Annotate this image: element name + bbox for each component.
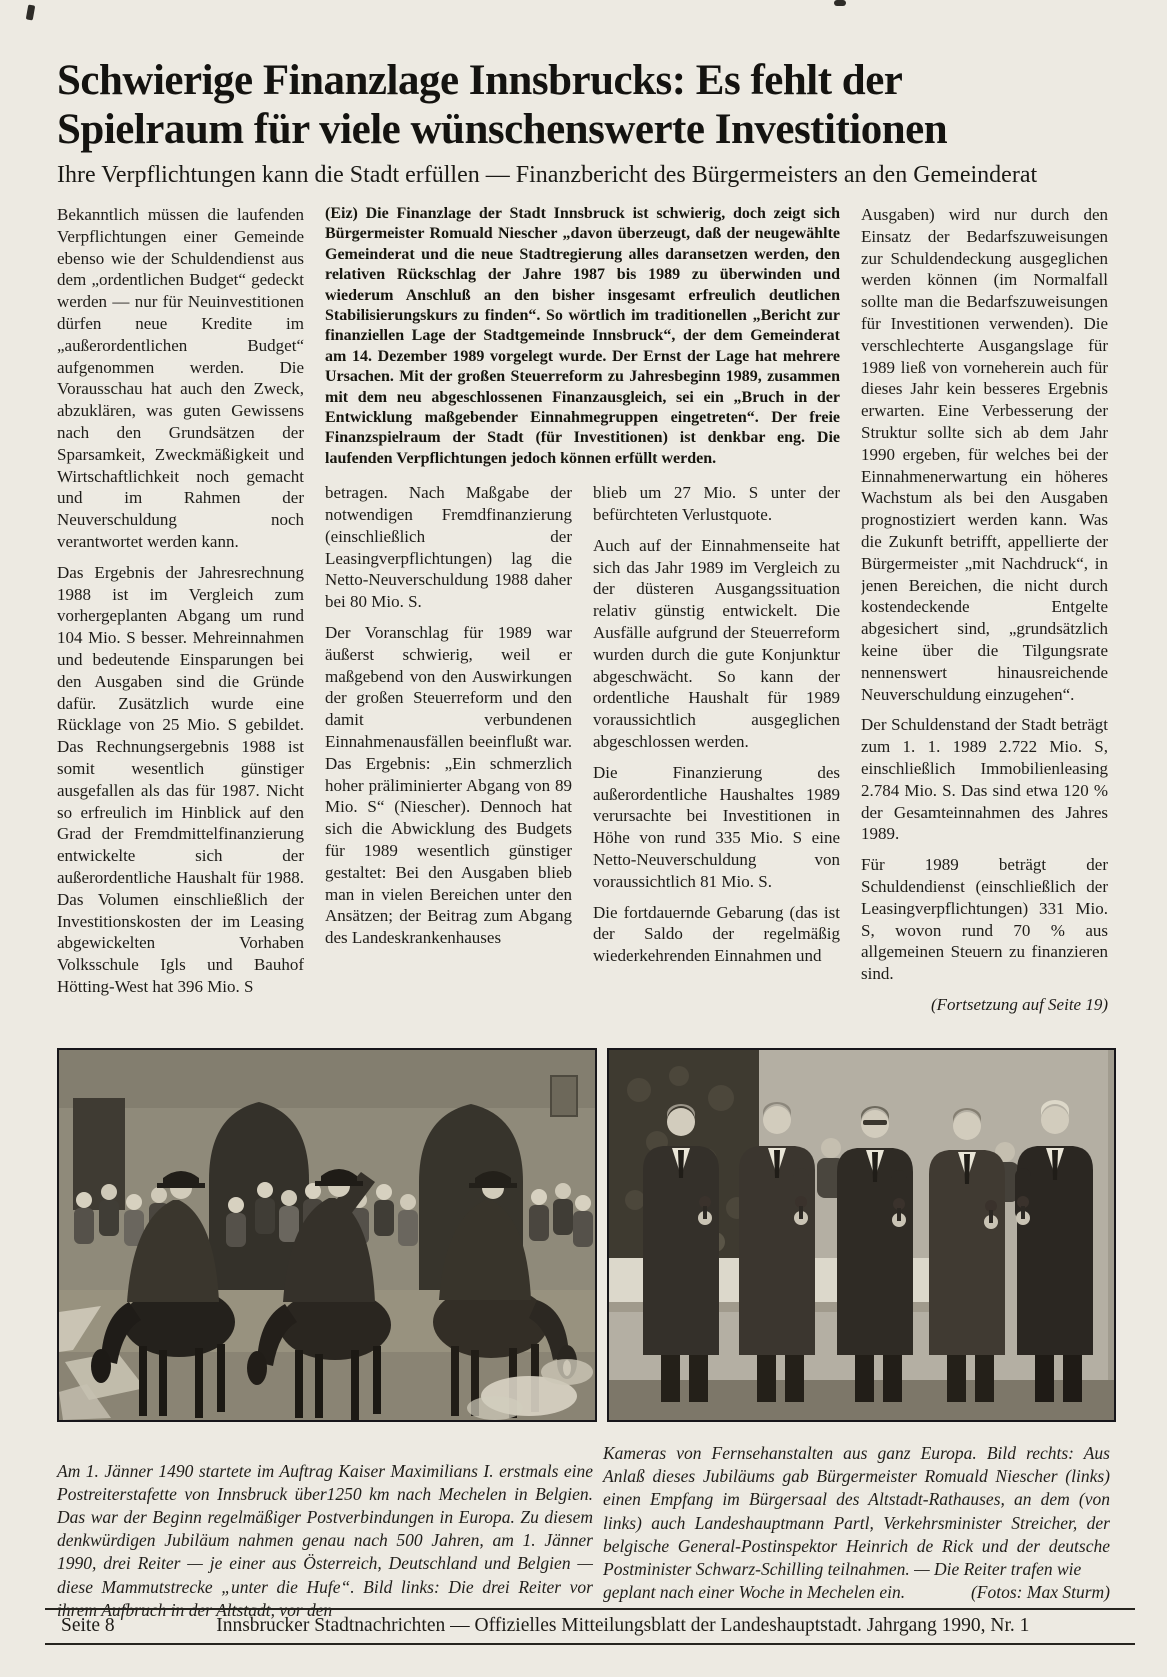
caption-text: geplant nach einer Woche in Mechelen ein. xyxy=(603,1582,906,1603)
scan-speck xyxy=(26,5,35,21)
article-body xyxy=(57,204,1110,1040)
left-photo-riders xyxy=(57,1048,597,1422)
body-paragraph: Für 1989 beträgt der Schuldendienst (einschließlich der Leasingverpflichtungen) 331 Mio. S, wovon rund 70 % aus allgemeinen Steuern zu finanzieren sind. xyxy=(861,855,1108,984)
masthead-issue-line: Innsbrucker Stadtnachrichten — Offizielles Mitteilungsblatt der Landeshauptstadt. Jahrgang 1990, Nr. 1 xyxy=(216,1615,1030,1636)
headline-line-1: Schwierige Finanzlage Innsbrucks: Es fehlt der xyxy=(57,57,903,104)
article-header xyxy=(57,56,1110,189)
body-paragraph: Der Schuldenstand der Stadt beträgt zum 1. 1. 1989 2.722 Mio. S, einschließlich Immobilienleasing 2.784 Mio. S. Das sind etwa 120 % der Gesamteinnahmen des Jahres 1989. xyxy=(861,715,1108,844)
column-3 xyxy=(593,482,840,976)
column-2-3-wrapper xyxy=(325,204,840,1040)
body-paragraph: Das Ergebnis der Jahresrechnung 1988 ist im Vergleich zum vorhergeplanten Abgang um rund 104 Mio. S besser. Mehreinnahmen und bedeutende Einsparungen bei den Ausgaben sind die Gründe dafür. Zusätzlich wurde eine Rücklage von 25 Mio. S gebildet. Das Rechnungsergebnis 1988 ist somit wesentlich günstiger ausgefallen als das für 1987. Nicht so erfreulich im Hinblick auf den Grad der Fremdmittelfinanzierung entwickelte sich der außerordentliche Haushalt für 1988. Das Volumen einschließlich der Investitionskosten der im Leasing abgewickelten Vorhaben Volksschule Igls und Bauhof Hötting-West hat 396 Mio. S xyxy=(57,562,304,996)
body-paragraph: Die fortdauernde Gebarung (das ist der Saldo der regelmäßig wiederkehrenden Einnahmen und xyxy=(593,902,840,966)
column-4 xyxy=(861,204,1108,1040)
headline-line-2: Spielraum für viele wünschenswerte Investitionen xyxy=(57,106,948,153)
scan-speck xyxy=(834,0,846,6)
column-2 xyxy=(325,482,572,976)
left-photo-caption: Am 1. Jänner 1490 startete im Auftrag Kaiser Maximilians I. erstmals eine Postreiterstafette von Innsbruck über1250 km nach Mechelen in Belgien. Das war der Beginn regelmäßiger Postverbindungen in Europa. Zu diesem denkwürdigen Jubiläum nahmen genau nach 500 Jahren, am 1. Jänner 1990, drei Reiter — je einer aus Österreich, Deutschland und Belgien — diese Mammutstrecke „unter die Hufe“. Bild links: Die drei Reiter vor ihrem Aufbruch in der Altstadt, vor den xyxy=(57,1460,593,1620)
body-paragraph: Ausgaben) wird nur durch den Einsatz der Bedarfszuweisungen zur Schuldendeckung ausgeglichen werden können (im Normalfall sollte man die Bedarfszuweisungen für Investitionen verwenden). Die verschlechterte Ausgangslage für 1989 ließ von vorneherein auch für dieses Jahr kein besseres Ergebnis erwarten. Eine Verbesserung der Struktur sollte sich ab dem Jahr 1990 ergeben, für welches bei der Einnahmenerwartung ein höheres Wachstum als bei den Ausgaben prognostiziert werden kann. Was die Zukunft betrifft, appellierte der Bürgermeister „mit Nachdruck“, in jenen Bereichen, die nicht durch kostendeckende Entgelte abgesichert sind, „grundsätzlich keine über die Tilgungsrate nennenswert hinausreichende Neuverschuldung einzugehen“. xyxy=(861,205,1108,704)
continuation-note: (Fortsetzung auf Seite 19) xyxy=(930,994,1108,1014)
page-footer xyxy=(45,1608,1135,1645)
lead-paragraph: (Eiz) Die Finanzlage der Stadt Innsbruck ist schwierig, doch zeigt sich Bürgermeister Romuald Niescher „davon überzeugt, daß der neugewählte Gemeinderat und die neue Stadtregierung alles daransetzen werden, den relativen Rückschlag der Jahre 1987 bis 1989 zu überwinden und wiederum Anschluß an den bisher insgesamt erfreulich deutlichen Stabilisierungskurs zu finden“. So wörtlich im traditionellen „Bericht zur finanziellen Lage der Stadtgemeinde Innsbruck“, der dem Gemeinderat am 14. Dezember 1989 vorgelegt wurde. Der Ernst der Lage hat mehrere Ursachen. Mit der großen Steuerreform zu Jahresbeginn 1989, zusammen mit dem neu abgeschlossenen Finanzausgleich, sei ein „Bruch in der Entwicklung maßgebender Einnahmegruppen eingetreten“. Der freie Finanzspielraum der Stadt (für Investitionen) ist denkbar eng. Die laufenden Verpflichtungen jedoch können erfüllt werden. xyxy=(325,205,840,467)
body-paragraph: betragen. Nach Maßgabe der notwendigen Fremdfinanzierung (einschließlich der Leasingverpflichtungen) lag die Netto-Neuverschuldung 1988 daher bei 80 Mio. S. xyxy=(325,483,572,612)
caption-text: Kameras von Fernsehanstalten aus ganz Europa. Bild rechts: Aus Anlaß dieses Jubiläums gab Bürgermeister Romuald Niescher (links) einen Empfang im Bürgersaal des Altstadt-Rathauses, an dem (von links) auch Landeshauptmann Partl, Verkehrsminister Streicher, der belgische General-Postinspektor Heinrich de Rick und der deutsche Postminister Schwarz-Schilling teilnahmen. — Die Reiter trafen wie xyxy=(603,1443,1110,1580)
wall-plaque xyxy=(551,1076,577,1116)
background-guest xyxy=(821,1138,841,1158)
subheadline: Ihre Verpflichtungen kann die Stadt erfüllen — Finanzbericht des Bürgermeisters an den Gemeinderat xyxy=(57,162,1038,188)
body-paragraph: Die Finanzierung des außerordentliche Haushaltes 1989 verursachte bei Investitionen in Höhe von rund 335 Mio. S eine Netto-Neuverschuldung von voraussichtlich 81 Mio. S. xyxy=(593,762,840,891)
reception-photo-illustration xyxy=(609,1050,1114,1420)
photo-row xyxy=(57,1048,1110,1422)
column-1 xyxy=(57,204,304,1040)
photo-credit: (Fotos: Max Sturm) xyxy=(970,1582,1110,1603)
body-paragraph: Der Voranschlag für 1989 war äußerst schwierig, weil er maßgebend von den Auswirkungen der großen Steuerreform und den damit verbundenen Einnahmenausfällen beeinflußt war. Das Ergebnis: „Ein schmerzlich hoher präliminierter Abgang von 89 Mio. S“ (Niescher). Dennoch hat sich die Abwicklung des Budgets für 1989 wesentlich günstiger gestaltet: Bei den Ausgaben blieb man in vielen Bereichen unter den Ansätzen; der Beitrag zum Abgang des Landeskrankenhauses xyxy=(325,623,572,948)
body-paragraph: Auch auf der Einnahmenseite hat sich das Jahr 1989 im Vergleich zu der düsteren Ausgangssituation relativ günstig entwickelt. Die Ausfälle aufgrund der Steuerreform wurden durch die gute Konjunktur abgeschwächt. So kann der ordentliche Haushalt für 1989 voraussichtlich ausgeglichen abgeschlossen werden. xyxy=(593,535,840,752)
body-paragraph: blieb um 27 Mio. S unter der befürchteten Verlustquote. xyxy=(593,483,840,525)
headline xyxy=(57,56,1110,154)
riders-photo-illustration xyxy=(59,1050,595,1420)
body-paragraph: Bekanntlich müssen die laufenden Verpflichtungen einer Gemeinde ebenso wie der Schuldendienst aus dem „ordentlichen Budget“ gedeckt werden — nur für Neuinvestitionen dürfen neue Kredite im „außerordentlichen Budget“ aufgenommen werden. Die Vorausschau hat auch den Zweck, abzuklären, was guten Gewissens nach den Grundsätzen der Sparsamkeit, Zweckmäßigkeit und Wirtschaftlichkeit noch gemacht und im Rahmen der Neuverschuldung noch verantwortet werden kann. xyxy=(57,205,304,551)
right-photo-reception xyxy=(607,1048,1116,1422)
glasses xyxy=(863,1120,887,1125)
page-number: Seite 8 xyxy=(61,1615,115,1636)
